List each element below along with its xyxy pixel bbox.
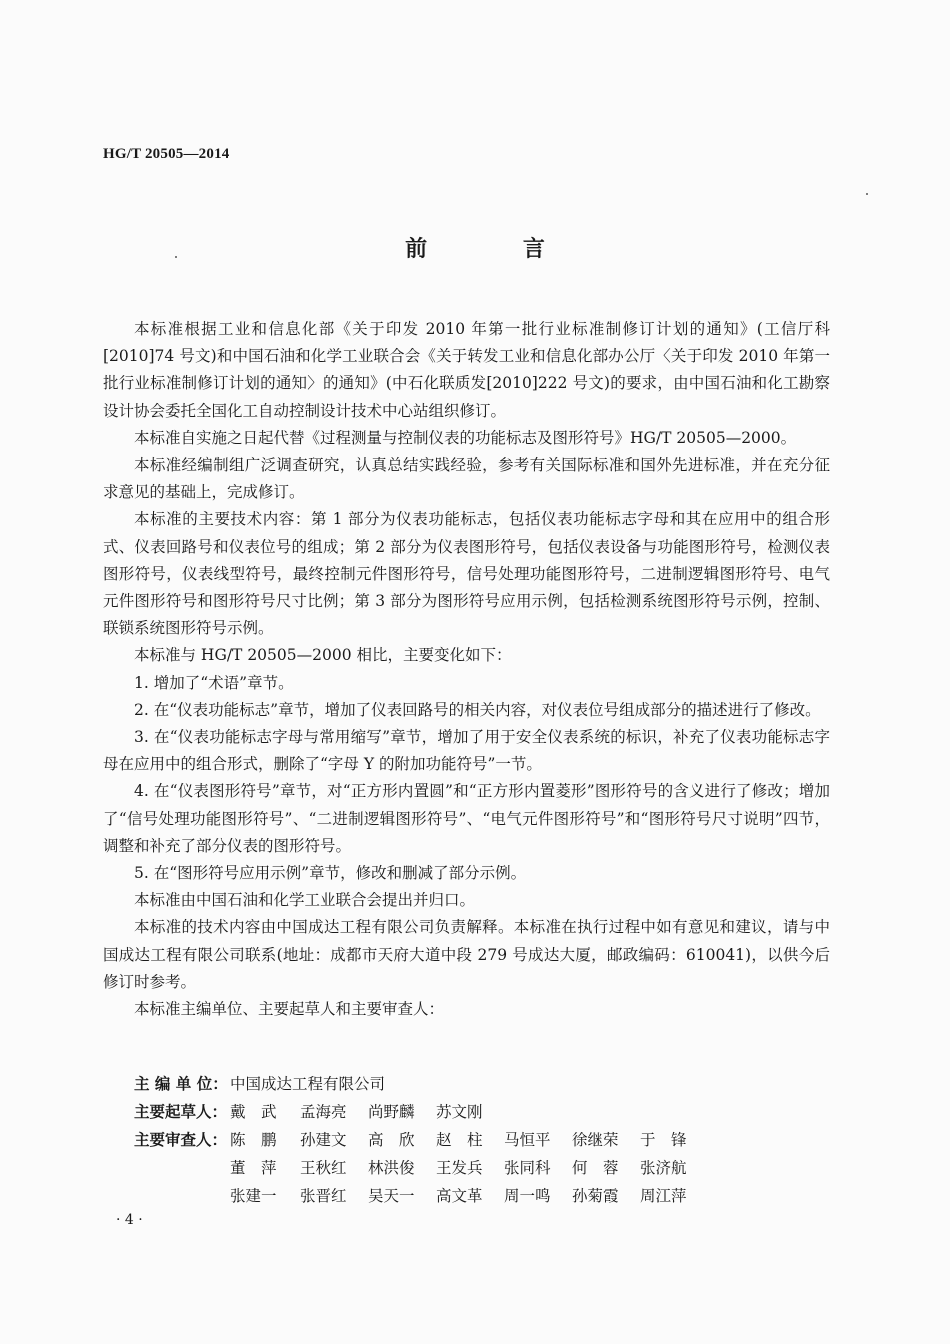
reviewer-name: 孙建文: [300, 1131, 347, 1149]
standard-code: HG/T 20505—2014: [103, 146, 230, 162]
drafter-name: 戴 武: [230, 1103, 277, 1121]
scan-speck: [175, 256, 177, 258]
reviewer-name: 张济航: [640, 1159, 687, 1177]
paragraph: 本标准主编单位、主要起草人和主要审查人：: [134, 1000, 445, 1019]
editor-row: [134, 1070, 734, 1098]
paragraph: 本标准的主要技术内容：第 1 部分为仪表功能标志，包括仪表功能标志字母和其在应用中的组合形式、仪表回路号和仪表位号的组成；第 2 部分为仪表图形符号，包括仪表设备与功能图形符号，检测仪表图形符号，仪表线型符号，最终控制元件图形符号，信号处理功能图形符号，二进制逻辑图形符号、电气元件图形符号和图形符号尺寸比例；第 3 部分为图形符号应用示例，包括检测系统图形符号示例，控制、联锁系统图形符号示例。: [103, 510, 830, 638]
staff-list: [134, 1070, 734, 1210]
paragraph: 本标准的技术内容由中国成达工程有限公司负责解释。本标准在执行过程中如有意见和建议，请与中国成达工程有限公司联系(地址：成都市天府大道中段 279 号成达大厦，邮政编码：610041)，以供今后修订时参考。: [103, 918, 830, 991]
drafter-name: 尚野麟: [368, 1103, 415, 1121]
list-item: 1. 增加了“术语”章节。: [134, 673, 294, 692]
reviewer-name: 马恒平: [504, 1131, 551, 1149]
paragraph: 本标准由中国石油和化学工业联合会提出并归口。: [134, 891, 476, 910]
reviewers-row: [134, 1126, 734, 1154]
list-item: 4. 在“仪表图形符号”章节，对“正方形内置圆”和“正方形内置菱形”图形符号的含义进行了修改；增加了“信号处理功能图形符号”、“二进制逻辑图形符号”、“电气元件图形符号”和“图形符号尺寸说明”四节，调整和补充了部分仪表的图形符号。: [103, 782, 830, 855]
reviewer-name: 徐继荣: [572, 1131, 619, 1149]
drafter-name: 孟海亮: [300, 1103, 347, 1121]
drafter-name: 苏文刚: [436, 1103, 483, 1121]
list-item: 2. 在“仪表功能标志”章节，增加了仪表回路号的相关内容，对仪表位号组成部分的描述进行了修改。: [134, 700, 821, 719]
reviewer-name: 王发兵: [436, 1159, 483, 1177]
list-item: 3. 在“仪表功能标志字母与常用缩写”章节，增加了用于安全仪表系统的标识，补充了仪表功能标志字母在应用中的组合形式，删除了“字母 Y 的附加功能符号”一节。: [103, 728, 830, 774]
preface-body: [103, 316, 830, 1023]
reviewer-name: 高 欣: [368, 1131, 415, 1149]
reviewer-name: 张建一: [230, 1187, 277, 1205]
page-number: · 4 ·: [116, 1212, 143, 1228]
reviewers-row: [134, 1154, 734, 1182]
scan-speck: [866, 193, 868, 195]
reviewer-name: 周江萍: [640, 1187, 687, 1205]
reviewer-name: 何 蓉: [572, 1159, 619, 1177]
paragraph: 本标准与 HG/T 20505—2000 相比，主要变化如下：: [134, 646, 512, 665]
paragraph: 本标准自实施之日起代替《过程测量与控制仪表的功能标志及图形符号》HG/T 20505—2000。: [134, 428, 797, 447]
reviewer-name: 孙菊霞: [572, 1187, 619, 1205]
reviewer-name: 吴天一: [368, 1187, 415, 1205]
editor-value: 中国成达工程有限公司: [230, 1075, 386, 1093]
reviewer-name: 王秋红: [300, 1159, 347, 1177]
reviewer-name: 陈 鹏: [230, 1131, 277, 1149]
reviewers-label: 主要审查人：: [134, 1130, 228, 1149]
reviewer-name: 赵 柱: [436, 1131, 483, 1149]
drafters-row: [134, 1098, 734, 1126]
reviewer-name: 董 萍: [230, 1159, 277, 1177]
reviewer-name: 张晋红: [300, 1187, 347, 1205]
paragraph: 本标准根据工业和信息化部《关于印发 2010 年第一批行业标准制修订计划的通知》(工信厅科[2010]74 号文)和中国石油和化学工业联合会《关于转发工业和信息化部办公厅〈关于印发 2010 年第一批行业标准制修订计划的通知〉的通知》(中石化联质发[2010]222 号文)的要求，由中国石油和化工勘察设计协会委托全国化工自动控制设计技术中心站组织修订。: [103, 320, 830, 420]
list-item: 5. 在“图形符号应用示例”章节，修改和删减了部分示例。: [134, 864, 527, 883]
reviewer-name: 高文革: [436, 1187, 483, 1205]
drafters-label: 主要起草人：: [134, 1102, 228, 1121]
editor-label: 主 编 单 位：: [134, 1074, 228, 1093]
paragraph: 本标准经编制组广泛调查研究，认真总结实践经验，参考有关国际标准和国外先进标准，并在充分征求意见的基础上，完成修订。: [103, 456, 830, 502]
reviewer-name: 林洪俊: [368, 1159, 415, 1177]
reviewer-name: 周一鸣: [504, 1187, 551, 1205]
page-title: 前 言: [405, 236, 589, 262]
reviewers-row: [134, 1182, 734, 1210]
reviewer-name: 于 锋: [640, 1131, 687, 1149]
reviewer-name: 张同科: [504, 1159, 551, 1177]
